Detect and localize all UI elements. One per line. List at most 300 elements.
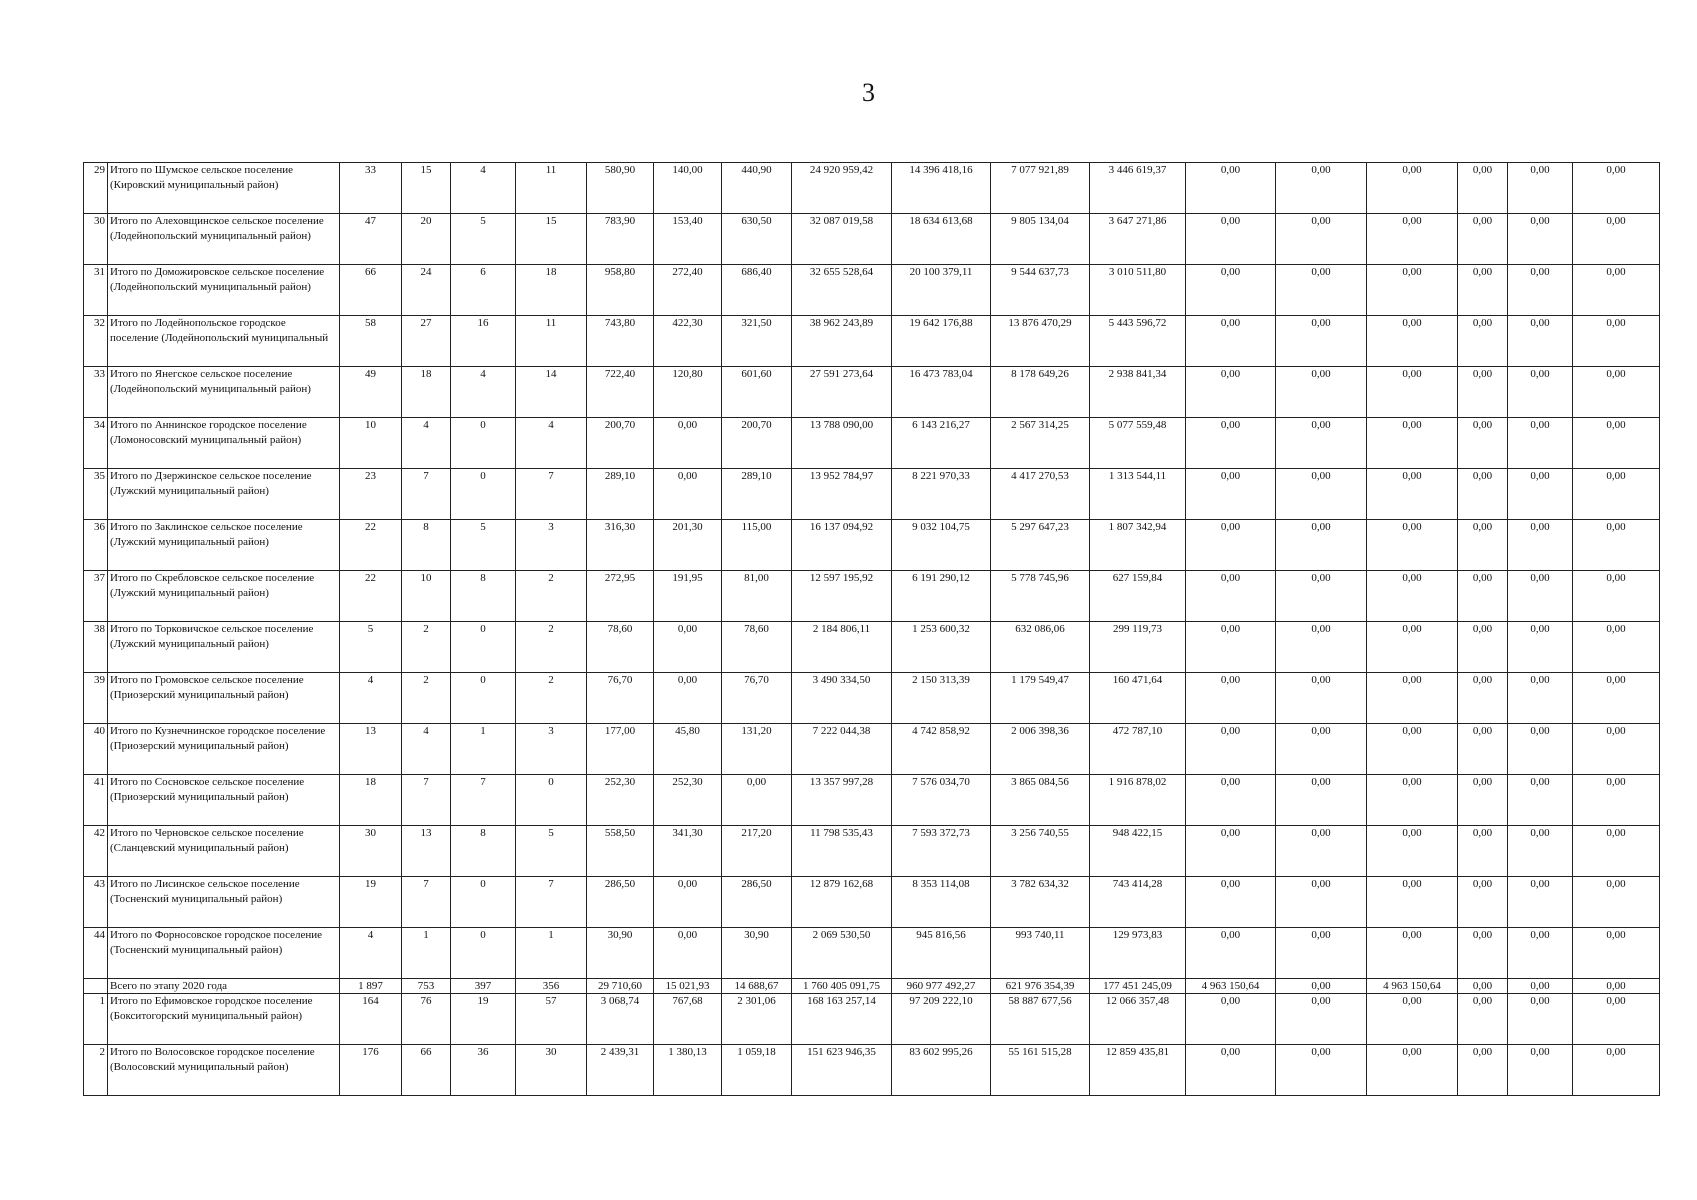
row-value: 76: [402, 994, 451, 1045]
row-name: Итого по Сосновское сельское поселение (Приозерский муниципальный район): [108, 775, 340, 826]
row-value: 0,00: [1458, 979, 1508, 994]
table-row: [84, 418, 1660, 469]
row-name: Всего по этапу 2020 года: [108, 979, 340, 994]
row-name: Итого по Скребловское сельское поселение (Лужский муниципальный район): [108, 571, 340, 622]
row-index: 31: [84, 265, 108, 316]
row-value: 3 256 740,55: [991, 826, 1090, 877]
row-value: 0,00: [1458, 214, 1508, 265]
row-value: 9 805 134,04: [991, 214, 1090, 265]
row-value: 5: [451, 520, 516, 571]
row-value: 3 490 334,50: [792, 673, 892, 724]
row-index: 32: [84, 316, 108, 367]
row-value: 722,40: [587, 367, 654, 418]
table-row: [84, 367, 1660, 418]
row-value: 0,00: [1573, 316, 1660, 367]
row-name: Итого по Громовское сельское поселение (Приозерский муниципальный район): [108, 673, 340, 724]
row-value: 0,00: [1367, 163, 1458, 214]
row-value: 1 253 600,32: [892, 622, 991, 673]
row-value: 0,00: [1186, 1045, 1276, 1096]
row-index: 30: [84, 214, 108, 265]
row-value: 0: [451, 418, 516, 469]
row-value: 0,00: [1508, 163, 1573, 214]
page-number: 3: [862, 78, 875, 107]
row-value: 1: [516, 928, 587, 979]
row-value: 4 963 150,64: [1367, 979, 1458, 994]
row-value: 0,00: [1458, 316, 1508, 367]
row-value: 3: [516, 520, 587, 571]
row-index: 42: [84, 826, 108, 877]
row-value: 0,00: [1276, 571, 1367, 622]
row-index: 43: [84, 877, 108, 928]
row-value: 0,00: [1276, 1045, 1367, 1096]
row-value: 272,95: [587, 571, 654, 622]
table-row: [84, 163, 1660, 214]
row-value: 252,30: [587, 775, 654, 826]
row-value: 289,10: [722, 469, 792, 520]
row-value: 0: [451, 673, 516, 724]
table-row: [84, 724, 1660, 775]
row-value: 1: [451, 724, 516, 775]
row-value: 0,00: [1508, 1045, 1573, 1096]
row-value: 4: [451, 163, 516, 214]
row-value: 0,00: [1458, 469, 1508, 520]
row-value: 8: [451, 571, 516, 622]
row-value: 0,00: [1367, 316, 1458, 367]
row-value: 753: [402, 979, 451, 994]
row-value: 200,70: [722, 418, 792, 469]
row-value: 0,00: [1276, 826, 1367, 877]
row-value: 20: [402, 214, 451, 265]
row-value: 129 973,83: [1090, 928, 1186, 979]
row-value: 13 952 784,97: [792, 469, 892, 520]
row-value: 2: [402, 622, 451, 673]
row-value: 11: [516, 316, 587, 367]
row-value: 0,00: [1508, 418, 1573, 469]
row-value: 7: [516, 469, 587, 520]
row-value: 4 742 858,92: [892, 724, 991, 775]
row-value: 5 297 647,23: [991, 520, 1090, 571]
row-value: 0,00: [1573, 265, 1660, 316]
row-value: 0,00: [1458, 826, 1508, 877]
row-value: 49: [340, 367, 402, 418]
row-value: 47: [340, 214, 402, 265]
row-index: [84, 979, 108, 994]
row-value: 0,00: [1458, 571, 1508, 622]
row-index: 38: [84, 622, 108, 673]
row-value: 0,00: [1186, 673, 1276, 724]
row-value: 0,00: [1458, 418, 1508, 469]
row-value: 4: [402, 418, 451, 469]
row-value: 627 159,84: [1090, 571, 1186, 622]
row-value: 1 916 878,02: [1090, 775, 1186, 826]
row-name: Итого по Кузнечнинское городское поселение (Приозерский муниципальный район): [108, 724, 340, 775]
row-value: 4: [451, 367, 516, 418]
row-value: 140,00: [654, 163, 722, 214]
row-value: 4: [402, 724, 451, 775]
row-value: 0,00: [1276, 622, 1367, 673]
row-value: 0,00: [1367, 571, 1458, 622]
row-value: 0,00: [1276, 265, 1367, 316]
row-value: 2 301,06: [722, 994, 792, 1045]
row-value: 0,00: [1367, 877, 1458, 928]
row-value: 200,70: [587, 418, 654, 469]
row-value: 9 544 637,73: [991, 265, 1090, 316]
row-value: 13 788 090,00: [792, 418, 892, 469]
row-value: 0,00: [1367, 826, 1458, 877]
row-name: Итого по Дзержинское сельское поселение (Лужский муниципальный район): [108, 469, 340, 520]
row-value: 57: [516, 994, 587, 1045]
row-value: 0,00: [1186, 367, 1276, 418]
row-value: 948 422,15: [1090, 826, 1186, 877]
row-value: 0,00: [1573, 928, 1660, 979]
row-value: 0,00: [1186, 928, 1276, 979]
row-value: 0,00: [1186, 877, 1276, 928]
row-value: 6: [451, 265, 516, 316]
row-value: 18: [340, 775, 402, 826]
row-value: 11: [516, 163, 587, 214]
row-value: 0,00: [1367, 775, 1458, 826]
row-value: 0,00: [1508, 469, 1573, 520]
row-value: 341,30: [654, 826, 722, 877]
row-index: 39: [84, 673, 108, 724]
row-value: 0,00: [1367, 469, 1458, 520]
row-value: 0,00: [1367, 265, 1458, 316]
row-index: 41: [84, 775, 108, 826]
row-value: 0: [451, 877, 516, 928]
row-value: 33: [340, 163, 402, 214]
row-value: 12 597 195,92: [792, 571, 892, 622]
row-value: 0: [451, 622, 516, 673]
table-row: [84, 979, 1660, 994]
row-name: Итого по Торковичское сельское поселение (Лужский муниципальный район): [108, 622, 340, 673]
row-index: 29: [84, 163, 108, 214]
row-value: 0,00: [1186, 571, 1276, 622]
row-value: 0,00: [1276, 469, 1367, 520]
row-index: 37: [84, 571, 108, 622]
row-value: 4 963 150,64: [1186, 979, 1276, 994]
row-value: 422,30: [654, 316, 722, 367]
row-value: 0,00: [1573, 1045, 1660, 1096]
row-value: 580,90: [587, 163, 654, 214]
row-value: 0,00: [1458, 622, 1508, 673]
row-value: 15 021,93: [654, 979, 722, 994]
row-value: 18 634 613,68: [892, 214, 991, 265]
row-value: 0: [451, 928, 516, 979]
row-value: 78,60: [587, 622, 654, 673]
row-value: 0,00: [1367, 622, 1458, 673]
table-body: [84, 163, 1660, 1096]
row-value: 0,00: [1508, 367, 1573, 418]
row-value: 0,00: [1367, 1045, 1458, 1096]
row-value: 945 816,56: [892, 928, 991, 979]
row-value: 0,00: [1458, 877, 1508, 928]
row-value: 0,00: [1573, 367, 1660, 418]
row-value: 5: [340, 622, 402, 673]
row-value: 0,00: [1458, 724, 1508, 775]
row-value: 1 059,18: [722, 1045, 792, 1096]
row-value: 0,00: [1367, 673, 1458, 724]
row-value: 9 032 104,75: [892, 520, 991, 571]
row-name: Итого по Доможировское сельское поселение (Лодейнопольский муниципальный район): [108, 265, 340, 316]
row-value: 217,20: [722, 826, 792, 877]
row-value: 0,00: [1573, 418, 1660, 469]
row-value: 0,00: [1573, 520, 1660, 571]
row-value: 10: [340, 418, 402, 469]
row-value: 4: [340, 673, 402, 724]
row-value: 191,95: [654, 571, 722, 622]
row-value: 153,40: [654, 214, 722, 265]
row-value: 2: [402, 673, 451, 724]
row-name: Итого по Лодейнопольское городское поселение (Лодейнопольский муниципальный: [108, 316, 340, 367]
row-value: 0,00: [1508, 775, 1573, 826]
row-value: 0,00: [1458, 994, 1508, 1045]
row-value: 0,00: [654, 877, 722, 928]
row-value: 6 143 216,27: [892, 418, 991, 469]
row-value: 0,00: [1367, 214, 1458, 265]
row-value: 7: [402, 775, 451, 826]
row-value: 2 006 398,36: [991, 724, 1090, 775]
row-index: 1: [84, 994, 108, 1045]
row-value: 3 865 084,56: [991, 775, 1090, 826]
row-value: 2 184 806,11: [792, 622, 892, 673]
row-value: 0,00: [1573, 622, 1660, 673]
row-value: 7 077 921,89: [991, 163, 1090, 214]
row-value: 686,40: [722, 265, 792, 316]
row-value: 81,00: [722, 571, 792, 622]
row-value: 0,00: [1458, 265, 1508, 316]
row-value: 5: [516, 826, 587, 877]
row-value: 19 642 176,88: [892, 316, 991, 367]
row-value: 0,00: [1458, 775, 1508, 826]
row-value: 120,80: [654, 367, 722, 418]
row-value: 0,00: [1276, 979, 1367, 994]
row-value: 7: [402, 469, 451, 520]
row-value: 16 473 783,04: [892, 367, 991, 418]
row-value: 38 962 243,89: [792, 316, 892, 367]
table-row: [84, 265, 1660, 316]
row-value: 299 119,73: [1090, 622, 1186, 673]
row-value: 0,00: [1458, 673, 1508, 724]
row-value: 32 087 019,58: [792, 214, 892, 265]
row-value: 4 417 270,53: [991, 469, 1090, 520]
row-value: 286,50: [587, 877, 654, 928]
row-value: 0,00: [1508, 571, 1573, 622]
table-row: [84, 571, 1660, 622]
row-value: 11 798 535,43: [792, 826, 892, 877]
row-value: 558,50: [587, 826, 654, 877]
row-name: Итого по Аннинское городское поселение (Ломоносовский муниципальный район): [108, 418, 340, 469]
row-name: Итого по Шумское сельское поселение (Кировский муниципальный район): [108, 163, 340, 214]
row-value: 0,00: [1276, 724, 1367, 775]
row-name: Итого по Ефимовское городское поселение (Бокситогорский муниципальный район): [108, 994, 340, 1045]
row-value: 83 602 995,26: [892, 1045, 991, 1096]
row-value: 783,90: [587, 214, 654, 265]
row-value: 58: [340, 316, 402, 367]
row-value: 0,00: [1276, 418, 1367, 469]
row-name: Итого по Лисинское сельское поселение (Тосненский муниципальный район): [108, 877, 340, 928]
row-value: 3 446 619,37: [1090, 163, 1186, 214]
row-value: 1 179 549,47: [991, 673, 1090, 724]
row-value: 3 010 511,80: [1090, 265, 1186, 316]
row-value: 0,00: [1367, 994, 1458, 1045]
table-row: [84, 994, 1660, 1045]
row-value: 115,00: [722, 520, 792, 571]
row-value: 0,00: [1573, 469, 1660, 520]
row-value: 76,70: [722, 673, 792, 724]
row-index: 36: [84, 520, 108, 571]
row-value: 201,30: [654, 520, 722, 571]
table-row: [84, 622, 1660, 673]
row-value: 12 859 435,81: [1090, 1045, 1186, 1096]
row-value: 36: [451, 1045, 516, 1096]
row-value: 7: [451, 775, 516, 826]
row-value: 472 787,10: [1090, 724, 1186, 775]
row-value: 286,50: [722, 877, 792, 928]
row-value: 1 313 544,11: [1090, 469, 1186, 520]
data-table: [83, 162, 1660, 1096]
row-value: 14 396 418,16: [892, 163, 991, 214]
row-value: 0,00: [1276, 928, 1367, 979]
table-row: [84, 316, 1660, 367]
row-value: 0,00: [654, 673, 722, 724]
row-value: 0,00: [1276, 214, 1367, 265]
row-value: 743 414,28: [1090, 877, 1186, 928]
row-value: 0,00: [1367, 520, 1458, 571]
row-value: 272,40: [654, 265, 722, 316]
row-name: Итого по Форносовское городское поселение (Тосненский муниципальный район): [108, 928, 340, 979]
row-value: 8: [451, 826, 516, 877]
row-value: 0,00: [1458, 367, 1508, 418]
row-value: 0,00: [1276, 994, 1367, 1045]
row-value: 0,00: [1186, 469, 1276, 520]
row-index: 44: [84, 928, 108, 979]
row-index: 33: [84, 367, 108, 418]
row-value: 0,00: [1573, 214, 1660, 265]
row-value: 0,00: [1186, 214, 1276, 265]
row-value: 176: [340, 1045, 402, 1096]
row-value: 8 178 649,26: [991, 367, 1090, 418]
row-value: 3 068,74: [587, 994, 654, 1045]
row-value: 632 086,06: [991, 622, 1090, 673]
row-value: 19: [340, 877, 402, 928]
row-value: 76,70: [587, 673, 654, 724]
row-value: 1 380,13: [654, 1045, 722, 1096]
row-value: 30: [340, 826, 402, 877]
row-value: 743,80: [587, 316, 654, 367]
row-value: 0,00: [1458, 520, 1508, 571]
row-value: 0,00: [1458, 1045, 1508, 1096]
row-value: 397: [451, 979, 516, 994]
row-value: 0,00: [1186, 724, 1276, 775]
row-value: 0,00: [1367, 367, 1458, 418]
row-value: 0,00: [654, 928, 722, 979]
row-value: 177 451 245,09: [1090, 979, 1186, 994]
row-value: 14: [516, 367, 587, 418]
row-value: 0,00: [1508, 724, 1573, 775]
row-value: 621 976 354,39: [991, 979, 1090, 994]
row-value: 32 655 528,64: [792, 265, 892, 316]
row-value: 601,60: [722, 367, 792, 418]
table-row: [84, 775, 1660, 826]
row-value: 356: [516, 979, 587, 994]
row-value: 15: [516, 214, 587, 265]
row-value: 0,00: [1276, 673, 1367, 724]
row-value: 24 920 959,42: [792, 163, 892, 214]
row-value: 0,00: [1367, 928, 1458, 979]
row-value: 316,30: [587, 520, 654, 571]
row-value: 20 100 379,11: [892, 265, 991, 316]
row-value: 0,00: [1276, 163, 1367, 214]
row-value: 2 439,31: [587, 1045, 654, 1096]
row-value: 0,00: [1186, 520, 1276, 571]
row-value: 0,00: [1573, 163, 1660, 214]
row-value: 0,00: [1276, 367, 1367, 418]
row-value: 0,00: [1186, 826, 1276, 877]
table-row: [84, 1045, 1660, 1096]
row-value: 0,00: [1573, 877, 1660, 928]
row-value: 7 222 044,38: [792, 724, 892, 775]
row-value: 66: [340, 265, 402, 316]
row-index: 40: [84, 724, 108, 775]
row-value: 0,00: [1186, 418, 1276, 469]
row-value: 168 163 257,14: [792, 994, 892, 1045]
row-value: 2 150 313,39: [892, 673, 991, 724]
row-value: 5: [451, 214, 516, 265]
row-value: 131,20: [722, 724, 792, 775]
row-value: 78,60: [722, 622, 792, 673]
row-value: 0,00: [1458, 163, 1508, 214]
row-name: Итого по Волосовское городское поселение (Волосовский муниципальный район): [108, 1045, 340, 1096]
row-value: 29 710,60: [587, 979, 654, 994]
row-value: 7 576 034,70: [892, 775, 991, 826]
row-name: Итого по Янегское сельское поселение (Лодейнопольский муниципальный район): [108, 367, 340, 418]
row-value: 0: [451, 469, 516, 520]
row-value: 993 740,11: [991, 928, 1090, 979]
row-value: 27 591 273,64: [792, 367, 892, 418]
row-value: 30,90: [722, 928, 792, 979]
table-row: [84, 673, 1660, 724]
row-value: 0,00: [1367, 418, 1458, 469]
row-value: 0,00: [1276, 520, 1367, 571]
row-index: 2: [84, 1045, 108, 1096]
row-value: 0,00: [1508, 826, 1573, 877]
row-value: 0,00: [1508, 622, 1573, 673]
row-name: Итого по Алеховщинское сельское поселение (Лодейнопольский муниципальный район): [108, 214, 340, 265]
row-value: 2 567 314,25: [991, 418, 1090, 469]
row-value: 66: [402, 1045, 451, 1096]
row-value: 2 069 530,50: [792, 928, 892, 979]
row-value: 0,00: [1458, 928, 1508, 979]
row-value: 0,00: [1508, 979, 1573, 994]
row-value: 767,68: [654, 994, 722, 1045]
row-value: 22: [340, 520, 402, 571]
row-value: 22: [340, 571, 402, 622]
row-value: 5 077 559,48: [1090, 418, 1186, 469]
row-value: 321,50: [722, 316, 792, 367]
row-value: 3 782 634,32: [991, 877, 1090, 928]
row-value: 958,80: [587, 265, 654, 316]
row-value: 1 897: [340, 979, 402, 994]
row-value: 630,50: [722, 214, 792, 265]
row-value: 1: [402, 928, 451, 979]
row-value: 1 807 342,94: [1090, 520, 1186, 571]
row-value: 30,90: [587, 928, 654, 979]
row-value: 5 443 596,72: [1090, 316, 1186, 367]
row-value: 3 647 271,86: [1090, 214, 1186, 265]
row-value: 12 066 357,48: [1090, 994, 1186, 1045]
row-value: 0,00: [1276, 877, 1367, 928]
row-value: 2: [516, 622, 587, 673]
